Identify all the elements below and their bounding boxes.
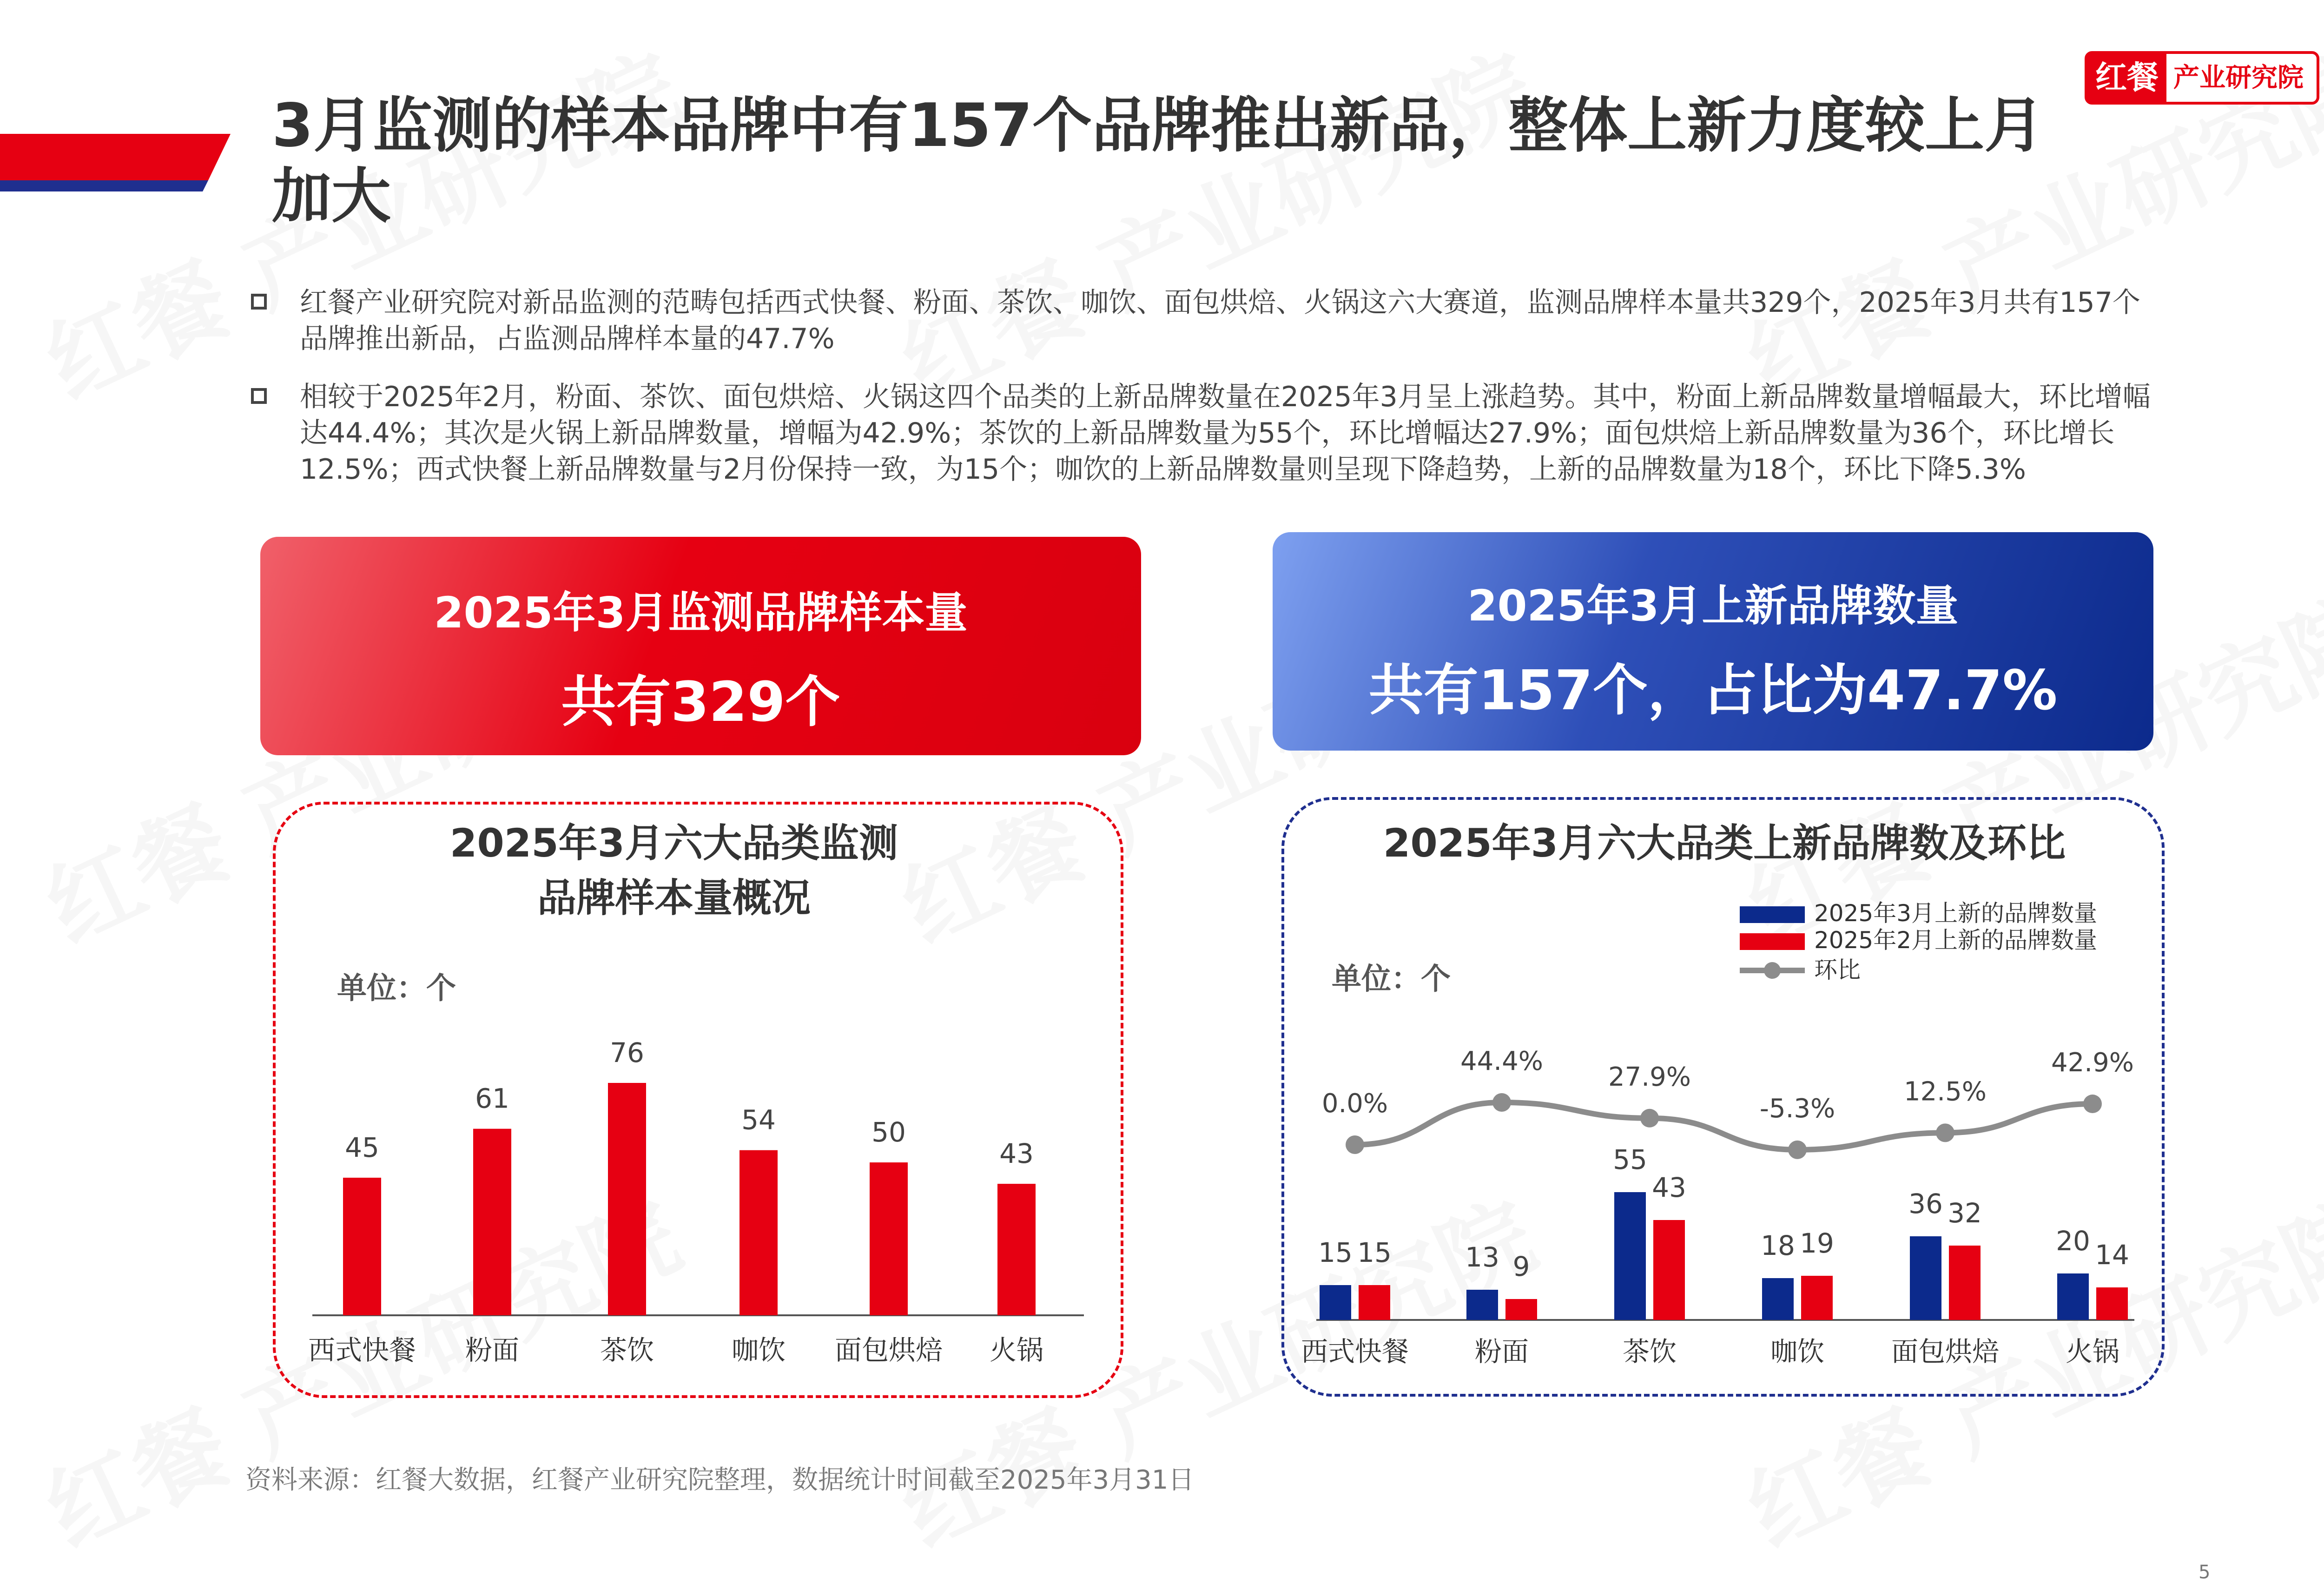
x-tick-label: 火锅 bbox=[2065, 1336, 2120, 1367]
data-label: 45 bbox=[345, 1131, 379, 1163]
left-bar-chart bbox=[273, 999, 1123, 1385]
data-label: 19 bbox=[1800, 1227, 1834, 1259]
x-tick-label: 西式快餐 bbox=[1301, 1336, 1409, 1367]
bar-march bbox=[1320, 1285, 1351, 1320]
source-note: 资料来源：红餐大数据，红餐产业研究院整理，数据统计时间截至2025年3月31日 bbox=[245, 1465, 1195, 1495]
bar-march bbox=[1466, 1290, 1498, 1320]
bar-feb bbox=[1801, 1276, 1833, 1320]
mom-label: 44.4% bbox=[1460, 1046, 1543, 1076]
x-tick-label: 面包烘焙 bbox=[834, 1334, 943, 1366]
left-chart-title: 2025年3月六大品类监测品牌样本量概况 bbox=[449, 820, 898, 921]
x-tick-label: 面包烘焙 bbox=[1891, 1336, 2000, 1367]
data-label: 54 bbox=[741, 1104, 776, 1136]
data-label: 15 bbox=[1357, 1237, 1392, 1268]
sample-size-card bbox=[260, 537, 1141, 755]
bullet-square-icon bbox=[251, 294, 267, 310]
left-unit-label: 单位：个 bbox=[337, 971, 456, 1006]
bar bbox=[870, 1162, 908, 1315]
mom-marker bbox=[2083, 1095, 2102, 1113]
data-label: 20 bbox=[2056, 1225, 2090, 1257]
mom-marker bbox=[1492, 1093, 1511, 1112]
bar bbox=[997, 1184, 1036, 1315]
x-tick-label: 粉面 bbox=[1474, 1336, 1529, 1367]
bar-feb bbox=[1653, 1220, 1685, 1320]
bullet-text: 相较于2025年2月，粉面、茶饮、面包烘焙、火锅这四个品类的上新品牌数量在2025年3月呈上涨趋势。其中，粉面上新品牌数量增幅最大，环比增幅达44.4%；其次是火锅上新品牌数量，增幅为42.9%；茶饮的上新品牌数量为55个，环比增幅达27.9%；面包烘焙上新品牌数量为36个，环比增长12.5%；西式快餐上新品牌数量与2月份保持一致，为15个；咖饮的上新品牌数量则呈现下降趋势，上新的品牌数量为18个，环比下降5.3% bbox=[300, 381, 2151, 486]
data-label: 15 bbox=[1318, 1237, 1353, 1268]
mom-label: 27.9% bbox=[1608, 1062, 1691, 1092]
accent-stripe bbox=[0, 130, 242, 195]
mom-marker bbox=[1788, 1141, 1807, 1159]
mom-label: 12.5% bbox=[1904, 1076, 1987, 1107]
bullet-square-icon bbox=[251, 388, 267, 404]
bullet-1 bbox=[251, 284, 2166, 357]
x-tick-label: 西式快餐 bbox=[308, 1334, 416, 1366]
mom-marker bbox=[1346, 1135, 1364, 1154]
card-value: 共有157个，占比为47.7% bbox=[1368, 658, 2058, 722]
card-value: 共有329个 bbox=[561, 670, 840, 734]
bar-feb bbox=[2096, 1287, 2128, 1320]
right-combo-chart bbox=[1281, 892, 2165, 1385]
bullet-2 bbox=[251, 379, 2166, 488]
x-tick-label: 粉面 bbox=[465, 1334, 520, 1366]
legend-marker bbox=[1764, 962, 1781, 979]
bullet-text: 红餐产业研究院对新品监测的范畴包括西式快餐、粉面、茶饮、咖饮、面包烘焙、火锅这六大赛道，监测品牌样本量共329个，2025年3月共有157个品牌推出新品，占监测品牌样本量的47.7% bbox=[300, 286, 2140, 355]
bar-march bbox=[1614, 1192, 1646, 1320]
bar bbox=[739, 1150, 778, 1315]
x-tick-label: 茶饮 bbox=[1622, 1336, 1677, 1367]
legend-swatch-feb bbox=[1740, 933, 1805, 950]
x-tick-label: 火锅 bbox=[989, 1334, 1044, 1366]
logo-mark: 红餐 bbox=[2087, 54, 2166, 102]
bar bbox=[473, 1129, 511, 1315]
brand-logo bbox=[2085, 51, 2319, 105]
legend-label: 环比 bbox=[1814, 956, 1861, 983]
bar bbox=[608, 1083, 646, 1315]
right-unit-label: 单位：个 bbox=[1332, 962, 1451, 996]
data-label: 9 bbox=[1512, 1251, 1530, 1282]
bar-march bbox=[2057, 1273, 2089, 1320]
bar-feb bbox=[1505, 1299, 1537, 1320]
data-label: 50 bbox=[872, 1116, 906, 1148]
mom-marker bbox=[1640, 1109, 1659, 1128]
right-chart-title: 2025年3月六大品类上新品牌数及环比 bbox=[1383, 820, 2066, 866]
bar-feb bbox=[1949, 1246, 1981, 1320]
page-title: 3月监测的样本品牌中有157个品牌推出新品，整体上新力度较上月加大 bbox=[272, 91, 2044, 231]
data-label: 43 bbox=[999, 1138, 1034, 1170]
data-label: 61 bbox=[475, 1082, 509, 1115]
bar-feb bbox=[1359, 1285, 1390, 1320]
mom-marker bbox=[1936, 1123, 1954, 1142]
x-tick-label: 咖饮 bbox=[1770, 1336, 1825, 1367]
page-number: 5 bbox=[2199, 1562, 2211, 1583]
legend-label: 2025年2月上新的品牌数量 bbox=[1814, 927, 2098, 954]
card-heading: 2025年3月监测品牌样本量 bbox=[434, 588, 968, 638]
x-tick-label: 咖饮 bbox=[731, 1334, 786, 1366]
data-label: 32 bbox=[1948, 1197, 1982, 1229]
mom-line bbox=[1355, 1102, 2093, 1150]
mom-label: 42.9% bbox=[2051, 1048, 2134, 1078]
mom-label: -5.3% bbox=[1759, 1093, 1835, 1124]
data-label: 43 bbox=[1652, 1172, 1686, 1203]
legend-swatch-march bbox=[1740, 906, 1805, 923]
data-label: 36 bbox=[1908, 1188, 1943, 1220]
bar-march bbox=[1762, 1278, 1794, 1320]
x-tick-label: 茶饮 bbox=[600, 1334, 654, 1366]
data-label: 76 bbox=[610, 1037, 644, 1069]
data-label: 18 bbox=[1761, 1230, 1795, 1261]
bar-march bbox=[1910, 1236, 1941, 1320]
logo-text: 产业研究院 bbox=[2173, 63, 2304, 93]
data-label: 55 bbox=[1613, 1144, 1647, 1175]
bar bbox=[343, 1178, 381, 1315]
new-brand-card bbox=[1273, 532, 2153, 751]
data-label: 13 bbox=[1465, 1241, 1499, 1273]
data-label: 14 bbox=[2095, 1239, 2129, 1271]
legend-label: 2025年3月上新的品牌数量 bbox=[1814, 900, 2098, 927]
mom-label: 0.0% bbox=[1321, 1088, 1388, 1119]
card-heading: 2025年3月上新品牌数量 bbox=[1467, 581, 1959, 631]
